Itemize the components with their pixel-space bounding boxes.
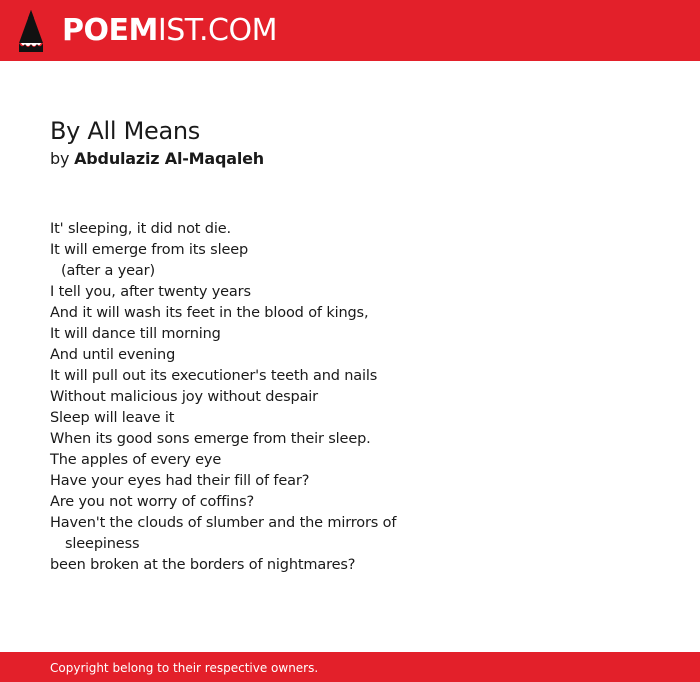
poem-line: It will emerge from its sleep xyxy=(50,242,249,258)
poem-line: Sleep will leave it xyxy=(50,410,175,426)
poem-line: The apples of every eye xyxy=(50,452,222,468)
poem-line: Without malicious joy without despair xyxy=(50,389,318,405)
byline-prefix: by xyxy=(50,149,70,168)
poem-body xyxy=(50,219,396,576)
poem-line: Are you not worry of coffins? xyxy=(50,494,255,510)
poem-line: It' sleeping, it did not die. xyxy=(50,221,231,237)
poem-line: And until evening xyxy=(50,347,176,363)
wordmark-bold: POEM xyxy=(62,13,158,48)
poem-line: When its good sons emerge from their sleep. xyxy=(50,431,371,447)
poem-line: Have your eyes had their fill of fear? xyxy=(50,473,310,489)
poem-line: I tell you, after twenty years xyxy=(50,284,251,300)
poem-author: Abdulaziz Al-Maqaleh xyxy=(74,149,264,168)
copyright-notice: Copyright belong to their respective owners. xyxy=(50,661,319,675)
poem-line: And it will wash its feet in the blood of kings, xyxy=(50,305,369,321)
poem-line: Haven't the clouds of slumber and the mirrors of xyxy=(50,515,397,531)
site-header xyxy=(0,0,700,61)
poem-title: By All Means xyxy=(50,117,200,145)
site-logo-link[interactable] xyxy=(16,8,277,54)
poem-line: It will pull out its executioner's teeth and nails xyxy=(50,368,378,384)
pencil-tip-icon xyxy=(16,9,46,53)
site-footer xyxy=(0,652,700,682)
poem-byline xyxy=(50,148,264,170)
poem-line: It will dance till morning xyxy=(50,326,221,342)
wordmark-light: IST.COM xyxy=(157,13,277,48)
poem-line: been broken at the borders of nightmares? xyxy=(50,557,356,573)
site-wordmark xyxy=(62,15,277,47)
poem-line: sleepiness xyxy=(65,536,140,552)
poem-line: (after a year) xyxy=(61,263,155,279)
